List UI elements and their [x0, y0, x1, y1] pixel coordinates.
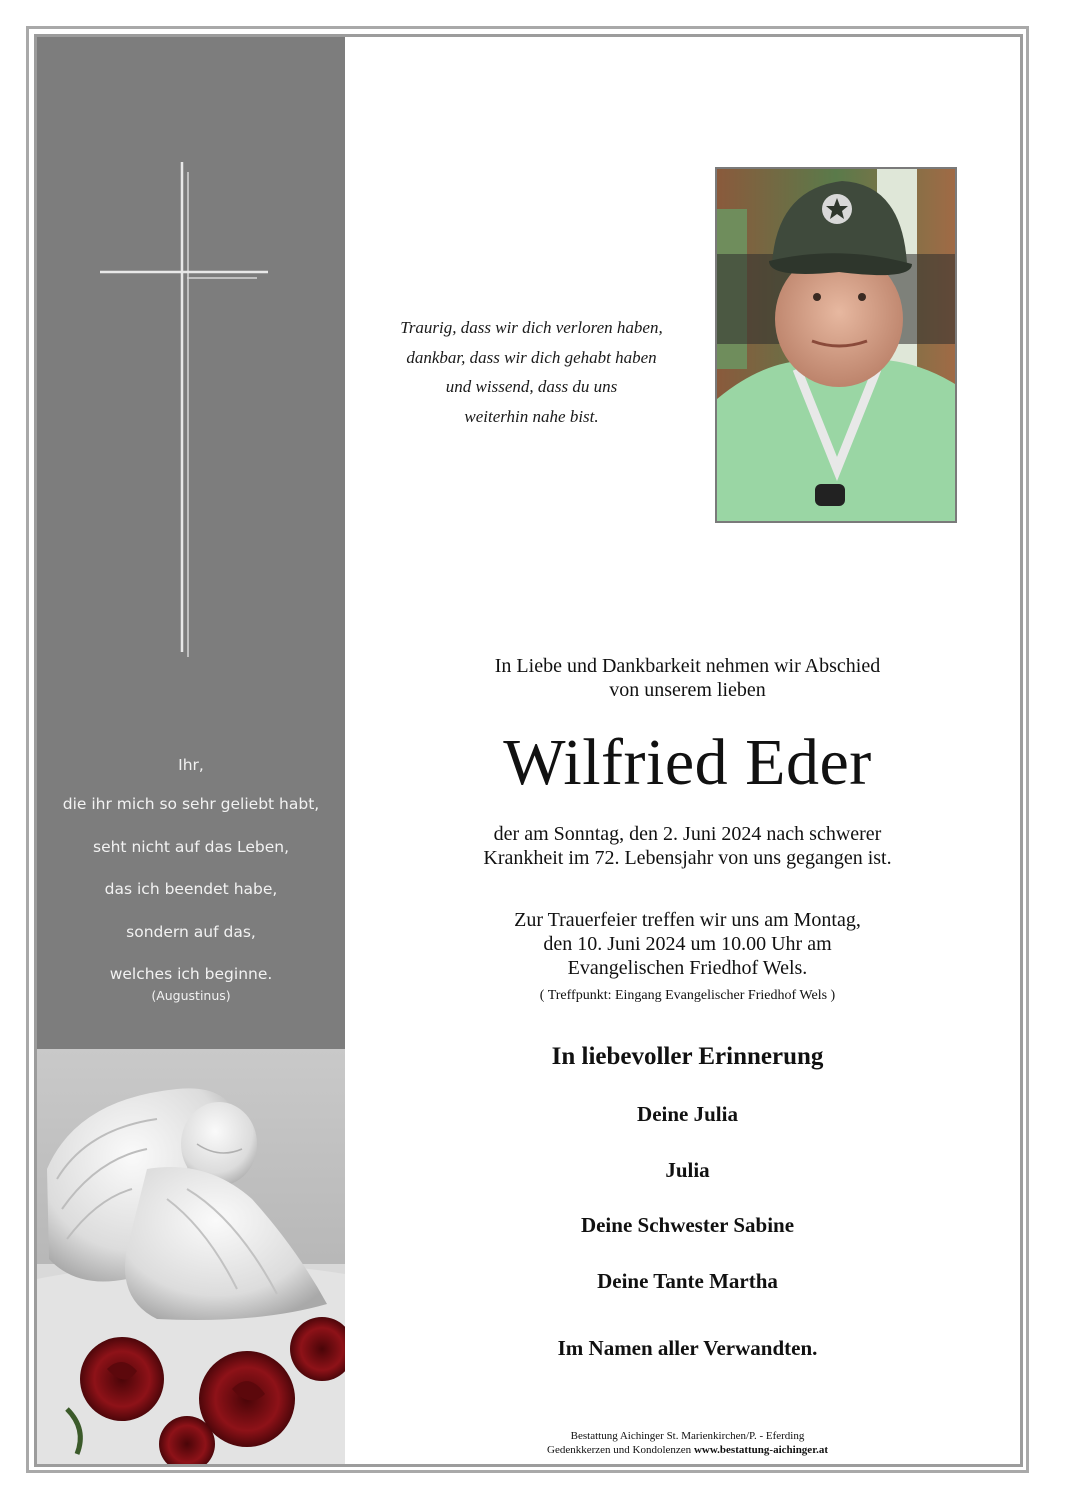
poem-line: Ihr,: [178, 756, 204, 774]
relatives-line: Im Namen aller Verwandten.: [557, 1336, 818, 1360]
intro-line: In Liebe und Dankbarkeit nehmen wir Abschied: [494, 655, 881, 677]
memory-heading: In liebevoller Erinnerung: [551, 1043, 824, 1070]
quote-line: dankbar, dass wir dich gehabt haben: [406, 347, 657, 367]
intro-text: [430, 654, 945, 702]
meeting-point: ( Treffpunkt: Eingang Evangelischer Friedhof Wels ): [539, 988, 836, 1003]
funeral-text: [430, 908, 945, 980]
quote-line: Traurig, dass wir dich verloren haben,: [400, 318, 663, 337]
sidebar: [37, 37, 345, 1464]
quote-line: weiterhin nahe bist.: [464, 406, 599, 426]
footer: [430, 1430, 945, 1457]
portrait-photo: [715, 167, 957, 523]
funeral-line: Evangelischen Friedhof Wels.: [567, 957, 808, 979]
deceased-name: Wilfried Eder: [503, 726, 872, 799]
cross-icon: [37, 37, 345, 687]
angel-roses-photo: [37, 1049, 345, 1464]
poem-line: das ich beendet habe,: [104, 880, 278, 898]
poem-author: (Augustinus): [151, 987, 231, 1003]
funeral-line: den 10. Juni 2024 um 10.00 Uhr am: [543, 933, 832, 955]
intro-line: von unserem lieben: [609, 679, 766, 701]
mourner-name: Deine Schwester Sabine: [580, 1213, 795, 1237]
death-text: [430, 822, 945, 870]
poem-line: welches ich beginne.: [109, 965, 273, 983]
death-line: der am Sonntag, den 2. Juni 2024 nach schwerer: [493, 823, 882, 845]
mourner-name: Deine Tante Martha: [597, 1269, 778, 1293]
funeral-line: Zur Trauerfeier treffen wir uns am Montag,: [514, 909, 861, 931]
death-line: Krankheit im 72. Lebensjahr von uns gegangen ist.: [483, 847, 892, 869]
footer-company: Bestattung Aichinger St. Marienkirchen/P. - Eferding: [570, 1430, 805, 1442]
sidebar-poem: [37, 747, 345, 1003]
portrait-image: [717, 169, 955, 521]
footer-condolences-label: Gedenkkerzen und Kondolenzen: [547, 1443, 692, 1456]
poem-line: seht nicht auf das Leben,: [93, 837, 289, 856]
footer-condolences: [430, 1444, 945, 1458]
quote-line: und wissend, dass du uns: [445, 377, 618, 396]
footer-website-link[interactable]: www.bestattung-aichinger.at: [693, 1443, 828, 1456]
mourner-name: Julia: [665, 1158, 710, 1182]
mourner-name: Deine Julia: [637, 1102, 738, 1126]
poem-line: sondern auf das,: [126, 922, 256, 941]
poem-line: die ihr mich so sehr geliebt habt,: [62, 795, 320, 813]
memorial-quote: [360, 313, 703, 431]
